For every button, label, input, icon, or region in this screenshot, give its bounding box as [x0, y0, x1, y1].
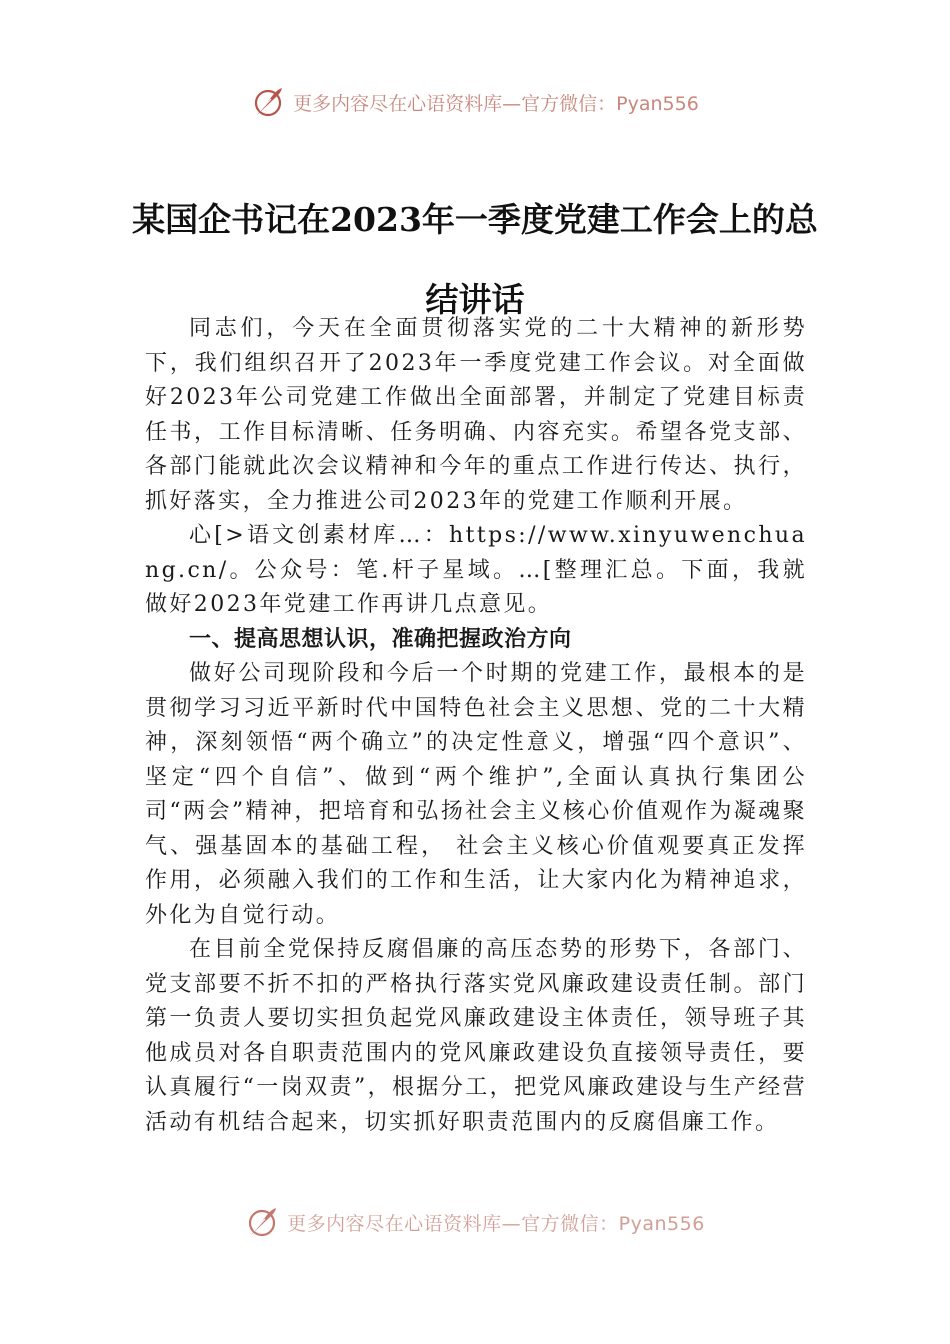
section-1-paragraph-1: 做好公司现阶段和今后一个时期的党建工作，最根本的是贯彻学习习近平新时代中国特色社会主义思想、党的二十大精神，深刻领悟“两个确立”的决定性意义，增强“四个意识”、坚定“四个自信”、做到“两个维护”,全面认真执行集团公司“两会”精神，把培育和弘扬社会主义核心价值观作为凝魂聚气、强基固本的基础工程， 社会主义核心价值观要真正发挥作用，必须融入我们的工作和生活，让大家内化为精神追求，外化为自觉行动。 — [145, 661, 807, 928]
document-body — [145, 312, 807, 1140]
header-banner-text: 更多内容尽在心语资料库—官方微信：Pyan556 — [293, 92, 699, 115]
footer-banner — [0, 1200, 950, 1244]
paragraph-intro: 同志们，今天在全面贯彻落实党的二十大精神的新形势下，我们组织召开了2023年一季度党建工作会议。对全面做好2023年公司党建工作做出全面部署，并制定了党建目标责任书，工作目标清晰、任务明确、内容充实。希望各党支部、各部门能就此次会议精神和今年的重点工作进行传达、执行，抓好落实，全力推进公司2023年的党建工作顺利开展。 — [145, 316, 807, 514]
quill-pen-logo-icon — [245, 1205, 279, 1239]
document-title: 某国企书记在2023年一季度党建工作会上的总结讲话 — [132, 200, 818, 319]
section-1-heading: 一、提高思想认识，准确把握政治方向 — [189, 626, 572, 652]
quill-pen-logo-icon — [251, 85, 285, 119]
footer-banner-text: 更多内容尽在心语资料库—官方微信：Pyan556 — [287, 1212, 705, 1235]
header-banner — [0, 80, 950, 124]
paragraph-source-note: 心[>语文创素材库…：https://www.xinyuwenchuang.cn/。公众号：笔.杆子星域。…[整理汇总。下面，我就做好2023年党建工作再讲几点意见。 — [145, 523, 807, 617]
section-1-paragraph-2: 在目前全党保持反腐倡廉的高压态势的形势下，各部门、党支部要不折不扣的严格执行落实党风廉政建设责任制。部门第一负责人要切实担负起党风廉政建设主体责任，领导班子其他成员对各自职责范围内的党风廉政建设负直接领导责任，要认真履行“一岗双责”，根据分工，把党风廉政建设与生产经营活动有机结合起来，切实抓好职责范围内的反腐倡廉工作。 — [145, 937, 807, 1135]
